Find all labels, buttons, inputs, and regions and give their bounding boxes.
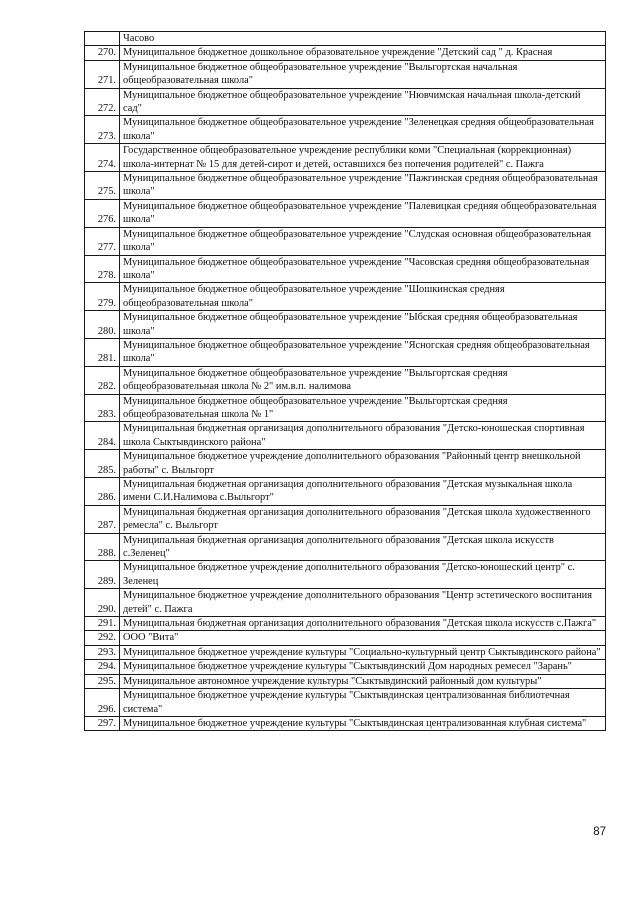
row-number: 278. <box>85 255 120 283</box>
row-number: 289. <box>85 561 120 589</box>
row-number: 282. <box>85 366 120 394</box>
table-row <box>85 144 606 172</box>
table-row <box>85 617 606 631</box>
institutions-table <box>84 31 606 731</box>
institution-name: Муниципальное бюджетное общеобразовательное учреждение "Слудская основная общеобразовательная школа" <box>120 227 606 255</box>
institution-name: Муниципальное бюджетное общеобразовательное учреждение "Палевицкая средняя общеобразовательная школа" <box>120 199 606 227</box>
institution-name: Муниципальное бюджетное учреждение культуры "Сыктывдинский Дом народных ремесел "Зарань" <box>120 660 606 674</box>
row-number: 270. <box>85 46 120 60</box>
row-number: 286. <box>85 478 120 506</box>
institution-name: Муниципальное бюджетное общеобразовательное учреждение "Ыбская средняя общеобразовательная школа" <box>120 311 606 339</box>
row-number: 281. <box>85 338 120 366</box>
institution-name: Муниципальная бюджетная организация дополнительного образования "Детская школа искусств с.Зеленец" <box>120 533 606 561</box>
institution-name: Муниципальное бюджетное дошкольное образовательное учреждение "Детский сад " д. Красная <box>120 46 606 60</box>
institution-name: Государственное общеобразовательное учреждение республики коми "Специальная (коррекционная) школа-интернат № 15 для детей-сирот и детей, оставшихся без попечения родителей" с. Пажга <box>120 144 606 172</box>
table-row <box>85 366 606 394</box>
row-number: 292. <box>85 631 120 645</box>
table-row <box>85 227 606 255</box>
institution-name: Муниципальная бюджетная организация дополнительного образования "Детско-юношеская спортивная школа Сыктывдинского района" <box>120 422 606 450</box>
row-number: 293. <box>85 645 120 659</box>
table-row <box>85 505 606 533</box>
institution-name: Муниципальное бюджетное общеобразовательное учреждение "Нювчимская начальная школа-детский сад" <box>120 88 606 116</box>
page-number: 87 <box>593 826 606 838</box>
table-row <box>85 631 606 645</box>
table-row <box>85 255 606 283</box>
institution-name: Муниципальная бюджетная организация дополнительного образования "Детская школа художественного ремесла" с. Выльгорт <box>120 505 606 533</box>
institution-name: Муниципальное бюджетное учреждение культуры "Сыктывдинская централизованная клубная система" <box>120 716 606 730</box>
table-row <box>85 422 606 450</box>
row-number: 284. <box>85 422 120 450</box>
row-number: 277. <box>85 227 120 255</box>
table-row <box>85 46 606 60</box>
table-row <box>85 394 606 422</box>
table-row <box>85 32 606 46</box>
institution-name: Муниципальная бюджетная организация дополнительного образования "Детская музыкальная школа имени С.И.Налимова с.Выльгорт" <box>120 478 606 506</box>
table-row <box>85 645 606 659</box>
table-row <box>85 674 606 688</box>
row-number: 274. <box>85 144 120 172</box>
row-number <box>85 32 120 46</box>
table-row <box>85 533 606 561</box>
row-number: 287. <box>85 505 120 533</box>
row-number: 276. <box>85 199 120 227</box>
row-number: 296. <box>85 689 120 717</box>
institution-name: Муниципальное бюджетное общеобразовательное учреждение "Пажгинская средняя общеобразовательная школа" <box>120 172 606 200</box>
institution-name: Муниципальное бюджетное общеобразовательное учреждение "Шошкинская средняя общеобразовательная школа" <box>120 283 606 311</box>
row-number: 297. <box>85 716 120 730</box>
institution-name: Муниципальное бюджетное общеобразовательное учреждение "Выльгортская начальная общеобразовательная школа" <box>120 60 606 88</box>
institution-name: Муниципальное бюджетное учреждение дополнительного образования "Районный центр внешкольной работы" с. Выльгорт <box>120 450 606 478</box>
table-row <box>85 172 606 200</box>
table-row <box>85 660 606 674</box>
institution-name: Муниципальное бюджетное общеобразовательное учреждение "Ясногская средняя общеобразовательная школа" <box>120 338 606 366</box>
row-number: 285. <box>85 450 120 478</box>
row-number: 271. <box>85 60 120 88</box>
row-number: 294. <box>85 660 120 674</box>
row-number: 272. <box>85 88 120 116</box>
institution-name: Часово <box>120 32 606 46</box>
institution-name: Муниципальное бюджетное учреждение культуры "Социально-культурный центр Сыктывдинского района" <box>120 645 606 659</box>
institution-name: Муниципальное бюджетное общеобразовательное учреждение "Выльгортская средняя общеобразовательная школа № 2" им.в.п. налимова <box>120 366 606 394</box>
table-row <box>85 88 606 116</box>
institution-name: Муниципальное бюджетное общеобразовательное учреждение "Часовская средняя общеобразовательная школа" <box>120 255 606 283</box>
institution-name: Муниципальное бюджетное учреждение дополнительного образования "Детско-юношеский центр" с. Зеленец <box>120 561 606 589</box>
row-number: 288. <box>85 533 120 561</box>
table-row <box>85 116 606 144</box>
row-number: 275. <box>85 172 120 200</box>
table-row <box>85 561 606 589</box>
table-row <box>85 60 606 88</box>
institution-name: Муниципальная бюджетная организация дополнительного образования "Детская школа искусств с.Пажга" <box>120 617 606 631</box>
table-row <box>85 311 606 339</box>
table-row <box>85 478 606 506</box>
institution-name: ООО "Вита" <box>120 631 606 645</box>
row-number: 291. <box>85 617 120 631</box>
row-number: 280. <box>85 311 120 339</box>
row-number: 279. <box>85 283 120 311</box>
table-row <box>85 283 606 311</box>
institution-name: Муниципальное бюджетное учреждение дополнительного образования "Центр эстетического воспитания детей" с. Пажга <box>120 589 606 617</box>
row-number: 283. <box>85 394 120 422</box>
table-row <box>85 199 606 227</box>
institutions-table-body <box>85 32 606 731</box>
row-number: 273. <box>85 116 120 144</box>
table-row <box>85 450 606 478</box>
table-row <box>85 338 606 366</box>
row-number: 290. <box>85 589 120 617</box>
institution-name: Муниципальное бюджетное общеобразовательное учреждение "Зеленецкая средняя общеобразовательная школа" <box>120 116 606 144</box>
institution-name: Муниципальное бюджетное общеобразовательное учреждение "Выльгортская средняя общеобразовательная школа № 1" <box>120 394 606 422</box>
table-row <box>85 589 606 617</box>
row-number: 295. <box>85 674 120 688</box>
institution-name: Муниципальное бюджетное учреждение культуры "Сыктывдинская централизованная библиотечная система" <box>120 689 606 717</box>
table-row <box>85 716 606 730</box>
table-row <box>85 689 606 717</box>
institution-name: Муниципальное автономное учреждение культуры "Сыктывдинский районный дом культуры" <box>120 674 606 688</box>
